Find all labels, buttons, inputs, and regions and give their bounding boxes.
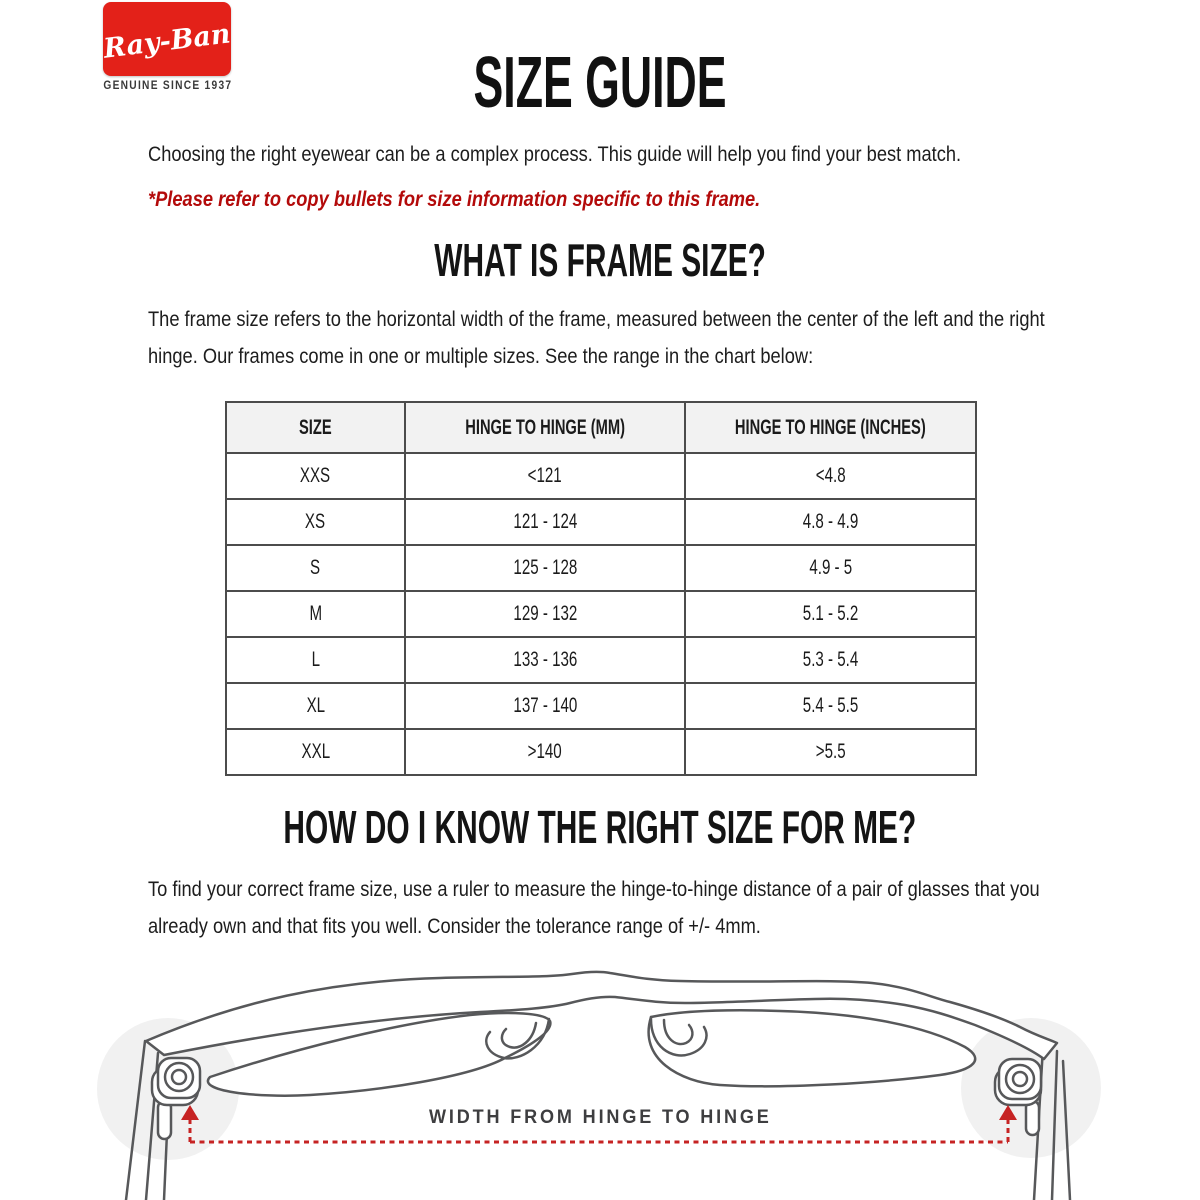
col-header-size: SIZE <box>226 402 405 453</box>
section-heading-right-size: HOW DO I KNOW THE RIGHT SIZE FOR ME? <box>283 801 917 853</box>
brand-tagline: GENUINE SINCE 1937 <box>103 78 233 92</box>
glasses-diagram <box>0 955 1200 1200</box>
table-row: XXS <121 <4.8 <box>226 453 976 499</box>
table-row: M 129 - 132 5.1 - 5.2 <box>226 591 976 637</box>
col-header-inches: HINGE TO HINGE (INCHES) <box>685 402 976 453</box>
table-row: S 125 - 128 4.9 - 5 <box>226 545 976 591</box>
size-table <box>225 401 977 776</box>
right-lens <box>649 1010 976 1086</box>
table-row: L 133 - 136 5.3 - 5.4 <box>226 637 976 683</box>
table-row: XS 121 - 124 4.8 - 4.9 <box>226 499 976 545</box>
diagram-label: WIDTH FROM HINGE TO HINGE <box>428 1107 772 1128</box>
table-row: XXL >140 >5.5 <box>226 729 976 775</box>
page-title: SIZE GUIDE <box>473 43 727 123</box>
right-size-body: To find your correct frame size, use a ruler to measure the hinge-to-hinge distance of a pair of glasses that you already own and that fits you well. Consider the tolerance range of +/- 4mm. <box>148 878 1040 938</box>
section-heading-frame-size: WHAT IS FRAME SIZE? <box>434 234 766 286</box>
table-header-row <box>226 402 976 453</box>
intro-text: Choosing the right eyewear can be a complex process. This guide will help you find your best match. <box>148 143 962 166</box>
table-row: XL 137 - 140 5.4 - 5.5 <box>226 683 976 729</box>
col-header-mm: HINGE TO HINGE (MM) <box>405 402 685 453</box>
frame-note: *Please refer to copy bullets for size information specific to this frame. <box>148 188 761 211</box>
frame-size-body: The frame size refers to the horizontal width of the frame, measured between the center of the left and the right hinge. Our frames come in one or multiple sizes. See the range in the chart below: <box>148 308 1045 368</box>
brand-name: Ray-Ban <box>103 18 231 65</box>
